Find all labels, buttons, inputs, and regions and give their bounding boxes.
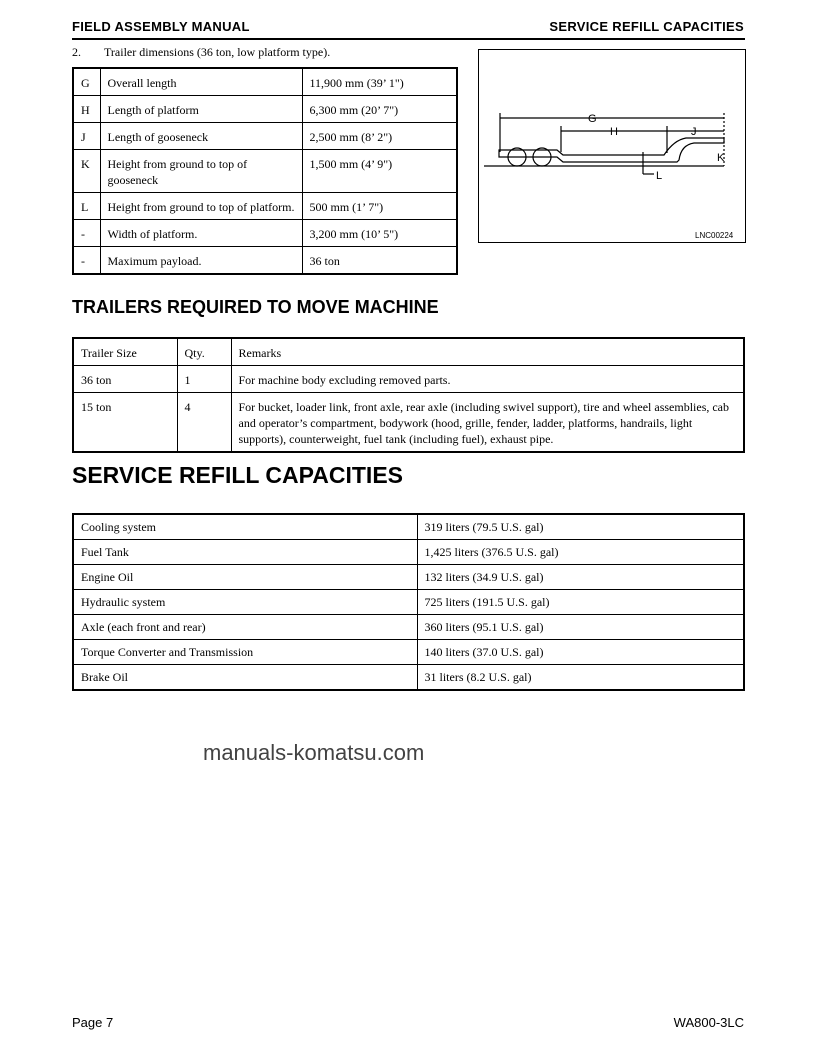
trailer-qty: 1 [177, 366, 231, 393]
table-row [73, 247, 457, 275]
table-row [73, 220, 457, 247]
refill-capacity: 725 liters (191.5 U.S. gal) [417, 590, 744, 615]
label-h: H [610, 126, 618, 138]
intro-number: 2. [72, 45, 81, 59]
footer-model: WA800-3LC [673, 1015, 744, 1030]
label-j: J [691, 126, 697, 138]
col-header: Qty. [177, 338, 231, 366]
dim-value: 3,200 mm (10’ 5") [302, 220, 457, 247]
intro-text: Trailer dimensions (36 ton, low platform type). [104, 45, 331, 59]
table-row [73, 590, 744, 615]
header-rule [72, 38, 745, 40]
table-row [73, 68, 457, 96]
refill-capacity: 360 liters (95.1 U.S. gal) [417, 615, 744, 640]
dim-code: - [73, 220, 100, 247]
refill-heading: SERVICE REFILL CAPACITIES [72, 462, 403, 488]
header-left: FIELD ASSEMBLY MANUAL [72, 19, 250, 34]
refill-item: Axle (each front and rear) [73, 615, 417, 640]
dim-code: G [73, 68, 100, 96]
table-row [73, 540, 744, 565]
label-k: K [717, 152, 725, 164]
dim-item: Overall length [100, 68, 302, 96]
header-right: SERVICE REFILL CAPACITIES [549, 19, 744, 34]
col-header: Trailer Size [73, 338, 177, 366]
dim-code: H [73, 96, 100, 123]
refill-table [72, 513, 745, 691]
footer-page: Page 7 [72, 1015, 114, 1030]
watermark: manuals-komatsu.com [203, 740, 425, 765]
refill-capacity: 31 liters (8.2 U.S. gal) [417, 665, 744, 691]
trailer-size: 15 ton [73, 393, 177, 453]
refill-capacity: 132 liters (34.9 U.S. gal) [417, 565, 744, 590]
intro [72, 45, 330, 60]
col-header: Remarks [231, 338, 744, 366]
dim-value: 500 mm (1’ 7") [302, 193, 457, 220]
label-g: G [588, 113, 597, 125]
trailer-drawing [479, 50, 745, 242]
refill-item: Cooling system [73, 514, 417, 540]
table-row [73, 96, 457, 123]
dim-item: Maximum payload. [100, 247, 302, 275]
trailers-heading: TRAILERS REQUIRED TO MOVE MACHINE [72, 297, 439, 317]
figure-id: LNC00224 [695, 231, 734, 240]
refill-item: Hydraulic system [73, 590, 417, 615]
trailers-table [72, 337, 745, 453]
dim-code: J [73, 123, 100, 150]
table-row [73, 393, 744, 453]
table-row [73, 123, 457, 150]
table-row [73, 150, 457, 193]
dim-value: 36 ton [302, 247, 457, 275]
refill-item: Brake Oil [73, 665, 417, 691]
dim-value: 6,300 mm (20’ 7") [302, 96, 457, 123]
dim-value: 1,500 mm (4’ 9") [302, 150, 457, 193]
dim-value: 2,500 mm (8’ 2") [302, 123, 457, 150]
trailer-dimensions-table [72, 67, 458, 275]
dim-item: Length of platform [100, 96, 302, 123]
refill-capacity: 319 liters (79.5 U.S. gal) [417, 514, 744, 540]
trailer-remarks: For machine body excluding removed parts. [231, 366, 744, 393]
table-row [73, 565, 744, 590]
table-row [73, 615, 744, 640]
dim-code: K [73, 150, 100, 193]
dim-item: Height from ground to top of gooseneck [100, 150, 302, 193]
trailer-qty: 4 [177, 393, 231, 453]
table-row [73, 193, 457, 220]
refill-item: Fuel Tank [73, 540, 417, 565]
trailer-remarks: For bucket, loader link, front axle, rear axle (including swivel support), tire and wheel assemblies, cab and operator’s compartment, bodywork (hood, grille, fender, ladder, platforms, handrails, light supports), counterweight, fuel tank (including fuel), exhaust pipe. [231, 393, 744, 453]
refill-item: Engine Oil [73, 565, 417, 590]
table-row [73, 665, 744, 691]
trailer-diagram [478, 49, 746, 243]
dim-item: Height from ground to top of platform. [100, 193, 302, 220]
refill-capacity: 140 liters (37.0 U.S. gal) [417, 640, 744, 665]
dim-value: 11,900 mm (39’ 1") [302, 68, 457, 96]
table-row [73, 640, 744, 665]
label-l: L [656, 170, 663, 182]
table-row [73, 366, 744, 393]
trailer-size: 36 ton [73, 366, 177, 393]
refill-item: Torque Converter and Transmission [73, 640, 417, 665]
table-row [73, 514, 744, 540]
dim-code: L [73, 193, 100, 220]
dim-item: Width of platform. [100, 220, 302, 247]
dim-code: - [73, 247, 100, 275]
dim-item: Length of gooseneck [100, 123, 302, 150]
refill-capacity: 1,425 liters (376.5 U.S. gal) [417, 540, 744, 565]
